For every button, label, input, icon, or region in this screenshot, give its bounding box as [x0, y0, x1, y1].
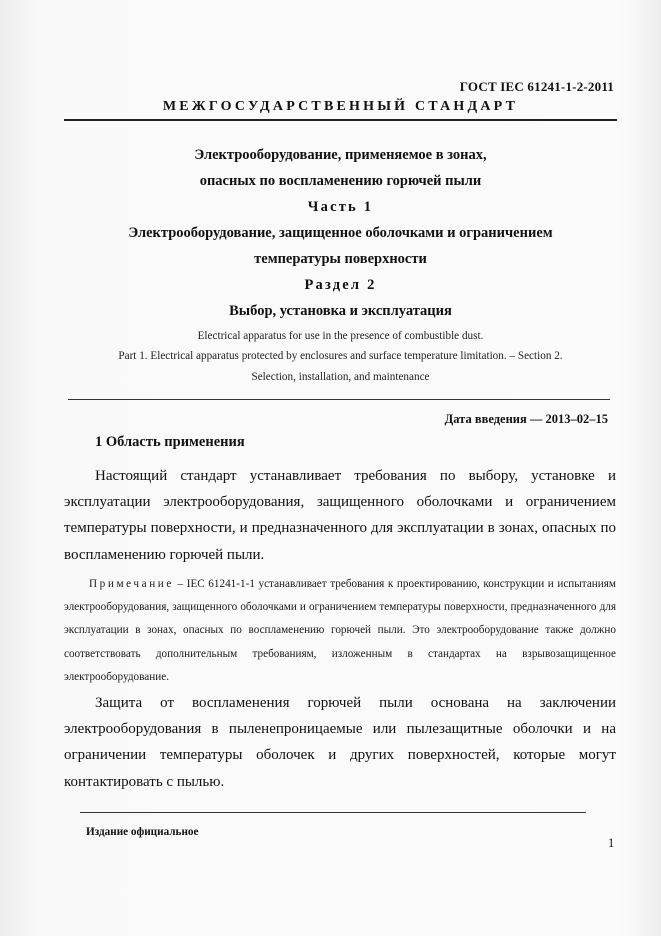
paragraph-scope-text: Настоящий стандарт устанавливает требования по выбору, установке и эксплуатации электрооборудования, защищенного оболочками и ограничением температуры поверхности, и предназначенного для эксплуатации в зонах, опасных по воспламенению горючей пыли. — [64, 468, 616, 563]
english-title-line-2: Part 1. Electrical apparatus protected by enclosures and surface temperature limitation. – Section 2. — [118, 350, 563, 362]
note-text: – IEC 61241-1-1 устанавливает требования к проектированию, конструкции и испытаниям электрооборудования, защищенного оболочками и ограничением температуры поверхности, предназначенного для эксплуатации в зонах, опасных по воспламенению горючей пыли. Это электрооборудование также должно соответствовать дополнительным требованиям, изложенным в стандартах на взрывозащищенное электрооборудование. — [64, 578, 616, 683]
paragraph-protection — [64, 690, 616, 795]
english-title-line-3: Selection, installation, and maintenance — [251, 371, 430, 383]
paragraph-protection-text: Защита от воспламенения горючей пыли основана на заключении электрооборудования в пыленепроницаемые или пылезащитные оболочки и на ограничении температуры оболочек и других поверхностей, которые могут контактировать с пылью. — [64, 695, 616, 790]
section-heading: 1 Область применения — [95, 434, 245, 450]
title-line-5: Выбор, установка и эксплуатация — [229, 303, 452, 319]
title-line-3: Электрооборудование, защищенное оболочками и ограничением — [128, 225, 553, 241]
title-section: Раздел 2 — [304, 277, 377, 293]
separator-line — [68, 399, 610, 400]
note-block — [64, 573, 616, 689]
title-part: Часть 1 — [307, 199, 374, 215]
header-rule — [64, 119, 617, 121]
paragraph-scope — [64, 463, 616, 568]
introduction-date: Дата введения — 2013–02–15 — [444, 412, 608, 426]
title-line-4: температуры поверхности — [254, 251, 427, 267]
standard-title: МЕЖГОСУДАРСТВЕННЫЙ СТАНДАРТ — [162, 99, 519, 114]
footer-rule — [80, 812, 586, 813]
title-line-2: опасных по воспламенению горючей пыли — [199, 173, 482, 189]
page-number: 1 — [608, 836, 615, 850]
official-edition-label: Издание официальное — [86, 826, 199, 838]
note-label: Примечание — [89, 578, 174, 590]
document-number: ГОСТ IEC 61241-1-2-2011 — [459, 79, 614, 94]
english-title-line-1: Electrical apparatus for use in the presence of combustible dust. — [197, 330, 484, 342]
title-line-1: Электрооборудование, применяемое в зонах, — [194, 147, 487, 163]
